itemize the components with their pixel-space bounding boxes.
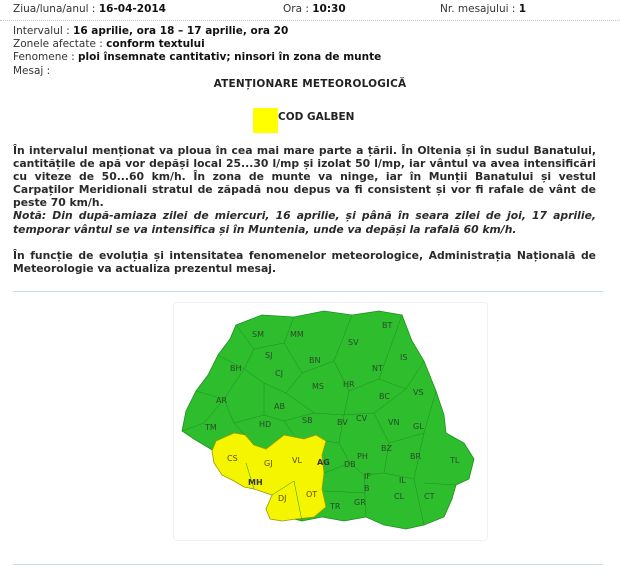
county-label: VS bbox=[413, 388, 424, 397]
county-label: MM bbox=[290, 330, 304, 339]
county-label: IS bbox=[400, 353, 408, 362]
county-label: SJ bbox=[265, 351, 273, 360]
county-label: DB bbox=[344, 460, 356, 469]
code-label: COD GALBEN bbox=[278, 111, 355, 123]
county-label: GL bbox=[413, 422, 424, 431]
message-row bbox=[13, 65, 381, 78]
county-label: B bbox=[364, 484, 370, 493]
county-label: TL bbox=[450, 456, 460, 465]
county-label: GR bbox=[354, 498, 366, 507]
county-label: CS bbox=[227, 454, 238, 463]
phenomena-label: Fenomene : bbox=[13, 51, 75, 64]
county-label: SM bbox=[252, 330, 264, 339]
time-field bbox=[283, 3, 346, 15]
county-label: IL bbox=[399, 476, 406, 485]
phenomena-value: ploi însemnate cantitativ; ninsori în zona de munte bbox=[78, 51, 382, 64]
county-label: MS bbox=[312, 382, 324, 391]
interval-label: Intervalul : bbox=[13, 25, 70, 37]
county-label: VL bbox=[292, 456, 302, 465]
county-label: NT bbox=[372, 364, 383, 373]
bottom-divider bbox=[13, 564, 603, 565]
county-label: AR bbox=[216, 396, 228, 405]
county-label: CL bbox=[394, 492, 405, 501]
romania-map bbox=[174, 303, 487, 540]
county-label: BZ bbox=[381, 444, 392, 453]
county-label: BV bbox=[337, 418, 348, 427]
interval-row bbox=[13, 25, 381, 38]
date-value: 16-04-2014 bbox=[98, 3, 166, 15]
county-label: BH bbox=[230, 364, 242, 373]
code-color-swatch bbox=[253, 108, 278, 133]
county-label: CV bbox=[356, 414, 368, 423]
time-value: 10:30 bbox=[312, 3, 346, 15]
date-label: Ziua/luna/anul : bbox=[13, 3, 96, 15]
message-label: Mesaj : bbox=[13, 64, 51, 77]
county-label: HR bbox=[343, 380, 355, 389]
message-number-field bbox=[440, 3, 526, 15]
county-label: AB bbox=[274, 402, 285, 411]
county-label: SB bbox=[302, 416, 313, 425]
interval-value: 16 aprilie, ora 18 – 17 aprilie, ora 20 bbox=[73, 25, 289, 37]
county-label: BT bbox=[382, 321, 393, 330]
county-label: TM bbox=[205, 423, 217, 432]
county-label: VN bbox=[388, 418, 400, 427]
county-label: IF bbox=[364, 472, 371, 481]
county-label: CT bbox=[424, 492, 435, 501]
county-label: BN bbox=[309, 356, 321, 365]
county-label: BR bbox=[410, 452, 422, 461]
county-label: CJ bbox=[275, 369, 283, 378]
county-label: SV bbox=[348, 338, 359, 347]
warning-title: ATENȚIONARE METEOROLOGICĂ bbox=[213, 78, 407, 90]
county-label: HD bbox=[259, 420, 272, 429]
county-label: AG bbox=[317, 458, 330, 467]
warning-map bbox=[173, 302, 488, 541]
county-label: MH bbox=[248, 478, 263, 487]
county-label: GJ bbox=[264, 459, 273, 468]
county-label: PH bbox=[357, 452, 368, 461]
county-label: BC bbox=[379, 392, 390, 401]
yellow-zone bbox=[212, 433, 326, 521]
date-field bbox=[13, 3, 166, 15]
county-label: TR bbox=[330, 502, 341, 511]
forecast-paragraph: În intervalul menționat va ploua în cea mai mare parte a țării. În Oltenia și în sudul Banatului, cantitățile de apă vor depăși local 25...30 l/mp și izolat 50 l/mp, iar vântul va avea intensificări cu viteze de 50...60 km/h. În zona de munte va ninge, iar în Munții Banatului și vestul Carpaților Meridionali stratul de zăpadă nou depus va fi consistent și vor fi rafale de vânt de peste 70 km/h. bbox=[13, 144, 596, 210]
county-label: DJ bbox=[278, 494, 287, 503]
update-paragraph: În funcție de evoluția și intensitatea fenomenelor meteorologice, Administrația Națională de Meteorologie va actualiza prezentul mesaj. bbox=[13, 248, 596, 275]
county-label: OT bbox=[306, 490, 318, 499]
message-number-value: 1 bbox=[518, 3, 527, 15]
zones-value: conform textului bbox=[106, 38, 205, 51]
message-header bbox=[0, 0, 620, 21]
message-number-label: Nr. mesajului : bbox=[440, 3, 516, 15]
zones-row bbox=[13, 38, 381, 51]
zones-label: Zonele afectate : bbox=[13, 38, 103, 51]
divider bbox=[13, 291, 603, 292]
forecast-note: Notă: Din după-amiaza zilei de miercuri, 16 aprilie, și până în seara zilei de joi, 17 aprilie, temporar vântul se va intensifica și în Muntenia, unde va depăși la rafală 60 km/h. bbox=[13, 209, 596, 236]
warning-text bbox=[13, 144, 596, 275]
warning-meta bbox=[13, 25, 381, 78]
time-label: Ora : bbox=[283, 3, 309, 15]
phenomena-row bbox=[13, 51, 381, 64]
